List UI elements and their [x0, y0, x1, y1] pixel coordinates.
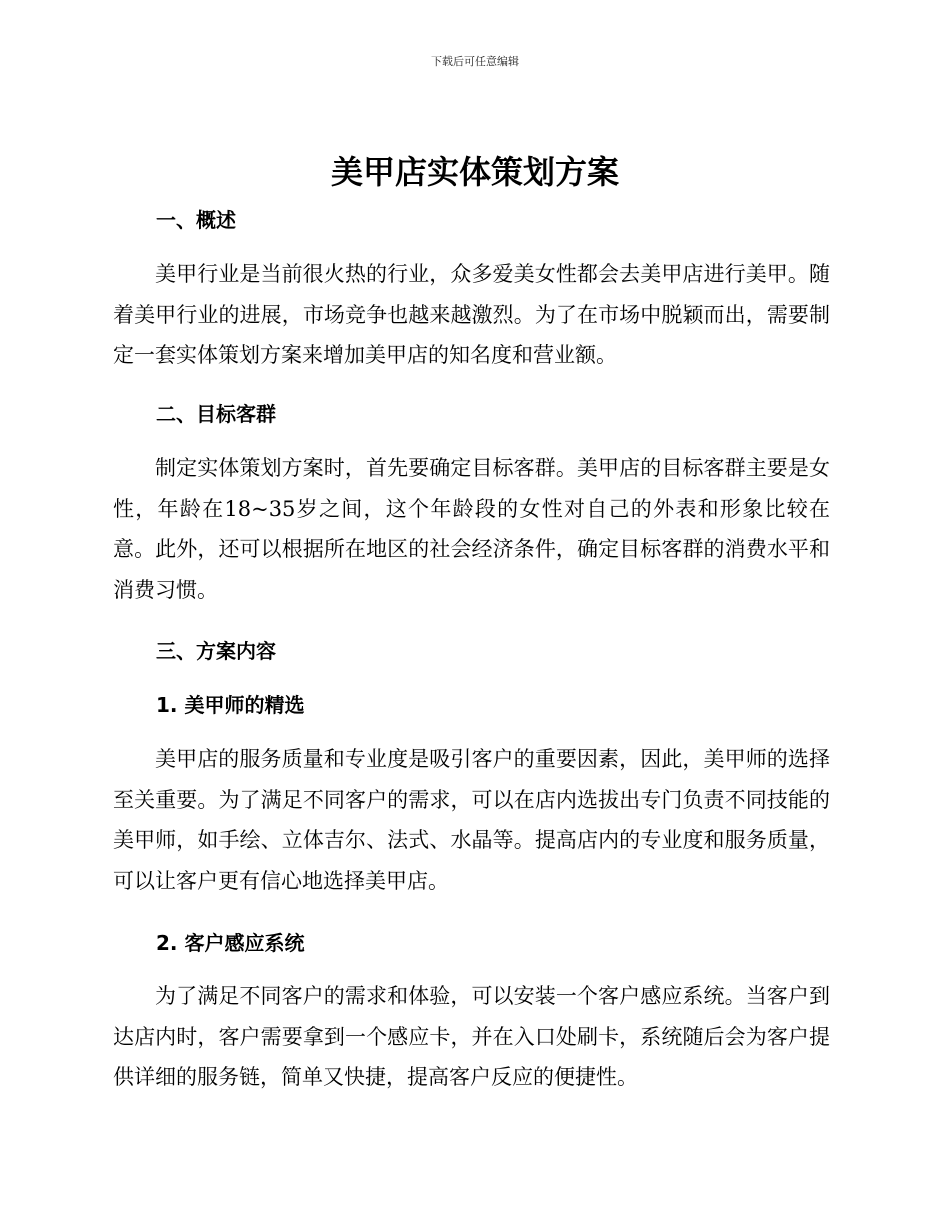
section-heading-target: 二、目标客群: [156, 402, 276, 426]
header-note: 下载后可任意编辑: [431, 55, 519, 68]
paragraph-target: 制定实体策划方案时，首先要确定目标客群。美甲店的目标客群主要是女性，年龄在18~35岁之间，这个年龄段的女性对自己的外表和形象比较在意。此外，还可以根据所在地区的社会经济条件，确定目标客群的消费水平和消费习惯。: [113, 456, 830, 602]
section-heading-content: 三、方案内容: [156, 639, 276, 663]
document-title: 美甲店实体策划方案: [330, 153, 619, 191]
paragraph-overview: 美甲行业是当前很火热的行业，众多爱美女性都会去美甲店进行美甲。随着美甲行业的进展，市场竞争也越来越激烈。为了在市场中脱颖而出，需要制定一套实体策划方案来增加美甲店的知名度和营业额。: [113, 262, 830, 367]
subsection-heading-nail-artist: 1. 美甲师的精选: [156, 693, 305, 717]
paragraph-nail-artist: 美甲店的服务质量和专业度是吸引客户的重要因素，因此，美甲师的选择至关重要。为了满足不同客户的需求，可以在店内选拔出专门负责不同技能的美甲师，如手绘、立体吉尔、法式、水晶等。提高店内的专业度和服务质量，可以让客户更有信心地选择美甲店。: [113, 747, 830, 893]
paragraph-sensor-system: 为了满足不同客户的需求和体验，可以安装一个客户感应系统。当客户到达店内时，客户需要拿到一个感应卡，并在入口处刷卡，系统随后会为客户提供详细的服务链，简单又快捷，提高客户反应的便捷性。: [113, 984, 830, 1089]
subsection-heading-sensor-system: 2. 客户感应系统: [156, 931, 305, 955]
section-heading-overview: 一、概述: [156, 208, 236, 232]
